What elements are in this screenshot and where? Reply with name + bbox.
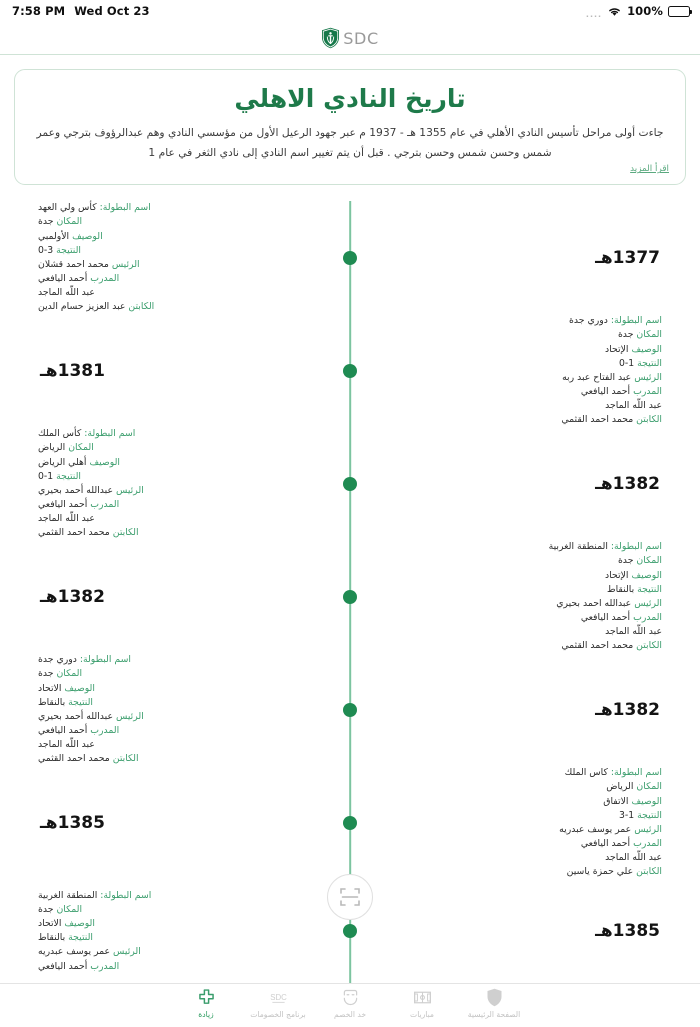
timeline-detail-president	[559, 823, 662, 837]
timeline-details-cell	[350, 540, 686, 653]
detail-value: بالنقاط	[38, 932, 66, 944]
nav-item-4[interactable]	[170, 987, 242, 1019]
detail-label: المكان	[56, 216, 83, 228]
timeline-row[interactable]	[14, 540, 686, 653]
detail-label: النتيجة	[68, 696, 93, 708]
detail-value: الاتحاد	[38, 918, 62, 930]
timeline-year: 1385هـ	[595, 921, 660, 942]
detail-value: أحمد اليافعي	[580, 837, 631, 849]
signal-dots-icon: ....	[585, 9, 603, 19]
detail-label: الرئيس	[115, 484, 144, 496]
detail-value: عبدالله احمد بحيري	[556, 597, 632, 609]
detail-value: أحمد اليافعي	[580, 385, 631, 397]
detail-label: الكابتن	[636, 640, 662, 652]
timeline-detail-extra	[38, 738, 144, 752]
brand-logo	[321, 27, 378, 49]
timeline-dot	[343, 590, 357, 604]
scan-frame-icon	[338, 885, 362, 909]
detail-value: أحمد اليافعي	[38, 272, 88, 284]
detail-value: المنطقة الغربية	[548, 541, 608, 553]
timeline-detail-captain	[38, 300, 154, 314]
detail-label: اسم البطولة:	[610, 315, 662, 327]
timeline-detail-president	[549, 597, 662, 611]
nav-item-label: زيادة	[198, 1010, 214, 1020]
timeline-details-cell	[14, 889, 350, 974]
timeline-detail-extra	[559, 851, 662, 865]
timeline-details	[38, 653, 144, 766]
detail-value: الأولمبي	[38, 230, 70, 242]
nav-item-2[interactable]	[314, 987, 386, 1019]
detail-label: الوصيف	[64, 918, 95, 930]
timeline-detail-coach	[549, 611, 662, 625]
detail-label: الكابتن	[636, 866, 662, 878]
timeline-detail-tournament	[38, 201, 154, 215]
detail-value: المنطقة الغربية	[38, 889, 98, 901]
scan-fab-button[interactable]	[327, 874, 373, 920]
shield-icon	[484, 987, 505, 1008]
detail-label: الرئيس	[634, 823, 662, 835]
detail-label: المكان	[636, 781, 662, 793]
detail-value: عبد الفتاح عبد ربه	[562, 371, 632, 383]
detail-value: بالنقاط	[38, 696, 66, 708]
detail-label: الكابتن	[636, 414, 662, 426]
detail-value: جدة	[617, 555, 634, 567]
nav-icon-wrap	[484, 987, 505, 1008]
detail-value: عمر يوسف عبدريه	[559, 823, 632, 835]
timeline-detail-extra	[561, 399, 662, 413]
page-content	[0, 55, 700, 983]
detail-label: المدرب	[633, 611, 662, 623]
nav-item-3[interactable]	[242, 987, 314, 1019]
detail-value: عبد اللّه الماجد	[605, 400, 662, 412]
timeline-details-cell	[14, 201, 350, 314]
nav-icon-wrap	[196, 987, 217, 1008]
timeline-detail-place	[38, 667, 144, 681]
timeline-detail-result	[559, 809, 662, 823]
timeline-year: 1385هـ	[40, 812, 105, 833]
timeline-details-cell	[350, 766, 686, 879]
detail-value: أهلي الرياض	[38, 456, 87, 468]
timeline-detail-result	[38, 244, 154, 258]
brand-text: SDC	[343, 28, 379, 48]
nav-item-label: الصفحة الرئيسية	[467, 1010, 521, 1020]
detail-label: المدرب	[633, 385, 662, 397]
detail-label: اسم البطولة:	[100, 889, 152, 901]
timeline-dot	[343, 816, 357, 830]
timeline-year: 1381هـ	[40, 360, 105, 381]
timeline-year-cell	[14, 361, 350, 381]
timeline-detail-tournament	[559, 766, 662, 780]
timeline-year-cell	[350, 474, 686, 494]
timeline-year: 1377هـ	[595, 247, 660, 268]
battery-percent-label: 100%	[627, 4, 663, 18]
detail-value: أحمد اليافعي	[38, 724, 88, 736]
timeline-row[interactable]	[14, 314, 686, 427]
timeline-detail-place	[38, 441, 144, 455]
timeline-dot	[343, 251, 357, 265]
history-timeline	[14, 201, 686, 983]
detail-label: النتيجة	[56, 244, 81, 256]
detail-label: المدرب	[90, 272, 120, 284]
detail-value: جدة	[617, 329, 634, 341]
detail-value: عبد اللّه الماجد	[38, 739, 95, 751]
club-history-card	[14, 69, 686, 185]
timeline-detail-place	[38, 215, 154, 229]
detail-value: محمد احمد القثمي	[561, 414, 634, 426]
detail-value: جدة	[38, 904, 54, 916]
detail-label: الوصيف	[64, 682, 95, 694]
sdc-shield-logo	[321, 27, 340, 49]
timeline-detail-captain	[559, 865, 662, 879]
timeline-details	[38, 201, 154, 314]
timeline-detail-place	[38, 903, 151, 917]
detail-value: عبدالله أحمد بحيري	[38, 484, 114, 496]
status-date: Wed Oct 23	[74, 4, 150, 18]
detail-label: المكان	[636, 555, 662, 567]
detail-label: النتيجة	[56, 470, 81, 482]
nav-icon-wrap	[340, 987, 361, 1008]
timeline-detail-tournament	[38, 427, 144, 441]
timeline-detail-captain	[38, 526, 144, 540]
timeline-details-cell	[350, 314, 686, 427]
detail-value: الرياض	[606, 781, 634, 793]
detail-value: 3-0	[38, 244, 54, 256]
detail-label: الوصيف	[631, 343, 662, 355]
face-scan-icon	[340, 987, 361, 1008]
timeline-details	[38, 427, 144, 540]
timeline-detail-runner_up	[561, 343, 662, 357]
detail-label: الوصيف	[72, 230, 103, 242]
wifi-icon	[607, 6, 622, 17]
timeline-detail-captain	[38, 752, 144, 766]
timeline-row[interactable]	[14, 201, 686, 314]
timeline-details	[549, 540, 662, 653]
detail-value: محمد احمد القثمي	[38, 753, 110, 765]
detail-value: كأس ولي العهد	[38, 202, 97, 214]
timeline-row[interactable]	[14, 653, 686, 766]
nav-item-1[interactable]	[386, 987, 458, 1019]
timeline-dot	[343, 703, 357, 717]
timeline-detail-runner_up	[549, 569, 662, 583]
nav-item-0[interactable]	[458, 987, 530, 1019]
timeline-detail-president	[38, 258, 154, 272]
detail-label: المكان	[56, 668, 83, 680]
timeline-year: 1382هـ	[40, 586, 105, 607]
detail-label: الكابتن	[112, 527, 139, 539]
timeline-detail-coach	[38, 724, 144, 738]
detail-label: الرئيس	[634, 597, 662, 609]
timeline-detail-extra	[38, 512, 144, 526]
timeline-detail-runner_up	[559, 795, 662, 809]
detail-value: جدة	[38, 216, 54, 228]
timeline-detail-runner_up	[38, 456, 144, 470]
detail-value: كاس الملك	[564, 767, 608, 779]
svg-text:SDC: SDC	[269, 993, 287, 1003]
detail-label: النتيجة	[637, 809, 662, 821]
timeline-detail-result	[38, 931, 151, 945]
detail-label: اسم البطولة:	[610, 541, 662, 553]
timeline-row[interactable]	[14, 427, 686, 540]
timeline-detail-runner_up	[38, 682, 144, 696]
detail-label: المكان	[68, 442, 94, 454]
timeline-detail-president	[38, 710, 144, 724]
timeline-details-cell	[14, 427, 350, 540]
detail-value: علي حمزة ياسين	[566, 866, 634, 878]
detail-label: النتيجة	[68, 932, 93, 944]
detail-label: المدرب	[90, 724, 120, 736]
timeline-detail-president	[561, 371, 662, 385]
detail-value: 1-3	[619, 809, 635, 821]
detail-label: المكان	[56, 904, 83, 916]
timeline-detail-tournament	[561, 314, 662, 328]
timeline-detail-place	[549, 554, 662, 568]
detail-value: 1-0	[38, 470, 54, 482]
timeline-details	[561, 314, 662, 427]
timeline-details	[38, 889, 151, 974]
detail-value: أحمد اليافعي	[580, 611, 631, 623]
detail-label: المكان	[636, 329, 662, 341]
detail-value: عبدالله أحمد بحيري	[38, 710, 114, 722]
timeline-detail-coach	[38, 272, 154, 286]
timeline-detail-runner_up	[38, 917, 151, 931]
plus-icon	[196, 987, 217, 1008]
detail-label: الكابتن	[128, 301, 155, 313]
detail-value: عبد العزيز حسام الدين	[38, 301, 126, 313]
detail-value: كأس الملك	[38, 428, 82, 440]
timeline-dot	[343, 477, 357, 491]
detail-value: محمد احمد القثمي	[38, 527, 110, 539]
nav-item-label: خد الخصم	[333, 1010, 367, 1020]
detail-value: دوري جدة	[569, 315, 608, 327]
detail-value: عبد اللّه الماجد	[605, 626, 662, 638]
detail-value: عبد اللّه الماجد	[605, 852, 662, 864]
nav-icon-wrap	[412, 987, 433, 1008]
timeline-year-cell	[350, 248, 686, 268]
detail-label: النتيجة	[637, 357, 662, 369]
detail-label: الرئيس	[111, 258, 140, 270]
timeline-row[interactable]	[14, 766, 686, 879]
timeline-detail-coach	[38, 960, 151, 974]
detail-label: النتيجة	[637, 583, 662, 595]
timeline-details-cell	[14, 653, 350, 766]
timeline-detail-result	[549, 583, 662, 597]
status-bar-left	[12, 4, 150, 18]
page-title: تاريخ النادي الاهلي	[234, 84, 466, 113]
detail-label: الرئيس	[634, 371, 662, 383]
detail-label: اسم البطولة:	[99, 202, 151, 214]
timeline-detail-extra	[38, 286, 154, 300]
timeline-detail-result	[561, 357, 662, 371]
detail-label: المدرب	[90, 498, 120, 510]
detail-label: الوصيف	[631, 795, 662, 807]
timeline-year: 1382هـ	[595, 699, 660, 720]
nav-icon-wrap	[268, 987, 289, 1008]
timeline-year-cell	[350, 700, 686, 720]
detail-label: الرئيس	[115, 710, 144, 722]
detail-label: اسم البطولة:	[79, 654, 131, 666]
detail-value: محمد احمد القثمي	[561, 640, 634, 652]
detail-value: عبد اللّه الماجد	[38, 287, 95, 299]
detail-value: بالنقاط	[607, 583, 635, 595]
status-time: 7:58 PM	[12, 4, 66, 18]
detail-label: الوصيف	[89, 456, 120, 468]
timeline-year-cell	[350, 921, 686, 941]
timeline-detail-president	[38, 945, 151, 959]
detail-value: أحمد اليافعي	[38, 498, 88, 510]
club-history-text: جاءت أولى مراحل تأسيس النادي الأهلي في عام 1355 هـ - 1937 م عبر جهود الرعيل الأول من مؤسسي النادي وهم عبدالرؤوف بترجي وعمر شمس وحسن شمس وحسن بترجي . قبل أن يتم تغيير اسم النادي إلى نادي الثغر في عام 1	[36, 125, 664, 159]
timeline-detail-extra	[549, 625, 662, 639]
detail-value: أحمد اليافعي	[38, 960, 88, 972]
timeline-year-cell	[14, 813, 350, 833]
nav-item-label: مباريات	[410, 1010, 434, 1020]
detail-value: عبد اللّه الماجد	[38, 513, 95, 525]
timeline-detail-result	[38, 696, 144, 710]
timeline-year: 1382هـ	[595, 473, 660, 494]
detail-value: 1-0	[619, 357, 635, 369]
sdc-icon	[268, 987, 289, 1008]
timeline-detail-tournament	[38, 653, 144, 667]
detail-value: الاتفاق	[603, 795, 629, 807]
read-more-wrap	[31, 164, 669, 174]
detail-value: عمر يوسف عبدريه	[38, 946, 111, 958]
timeline-detail-place	[559, 780, 662, 794]
detail-label: الوصيف	[631, 569, 662, 581]
detail-label: المدرب	[90, 960, 120, 972]
timeline-detail-place	[561, 328, 662, 342]
timeline-year-cell	[14, 587, 350, 607]
detail-value: جدة	[38, 668, 54, 680]
detail-value: الرياض	[38, 442, 66, 454]
battery-full-icon	[668, 6, 690, 17]
timeline-dot	[343, 924, 357, 938]
timeline-dot	[343, 364, 357, 378]
timeline-detail-coach	[561, 385, 662, 399]
detail-label: الكابتن	[112, 753, 139, 765]
timeline-details	[559, 766, 662, 879]
status-bar-right	[586, 4, 690, 18]
timeline-detail-captain	[561, 413, 662, 427]
detail-label: الرئيس	[113, 946, 141, 958]
detail-value: محمد احمد قشلان	[38, 258, 109, 270]
detail-value: دوري جدة	[38, 654, 77, 666]
timeline-detail-coach	[38, 498, 144, 512]
detail-value: الإتحاد	[605, 343, 629, 355]
timeline-detail-president	[38, 484, 144, 498]
detail-label: المدرب	[633, 837, 662, 849]
pitch-icon	[412, 987, 433, 1008]
read-more-link[interactable]: اقرأ المزيد	[630, 164, 669, 175]
timeline-detail-result	[38, 470, 144, 484]
nav-item-label: برنامج الخصومات	[250, 1010, 306, 1020]
timeline-detail-coach	[559, 837, 662, 851]
app-header	[0, 22, 700, 55]
timeline-detail-runner_up	[38, 230, 154, 244]
detail-value: الإتحاد	[605, 569, 629, 581]
detail-value: الاتحاد	[38, 682, 62, 694]
detail-label: اسم البطولة:	[84, 428, 136, 440]
bottom-navigation	[0, 983, 700, 1027]
timeline-detail-tournament	[38, 889, 151, 903]
timeline-detail-tournament	[549, 540, 662, 554]
detail-label: اسم البطولة:	[610, 767, 662, 779]
timeline-detail-captain	[549, 639, 662, 653]
status-bar	[0, 0, 700, 22]
